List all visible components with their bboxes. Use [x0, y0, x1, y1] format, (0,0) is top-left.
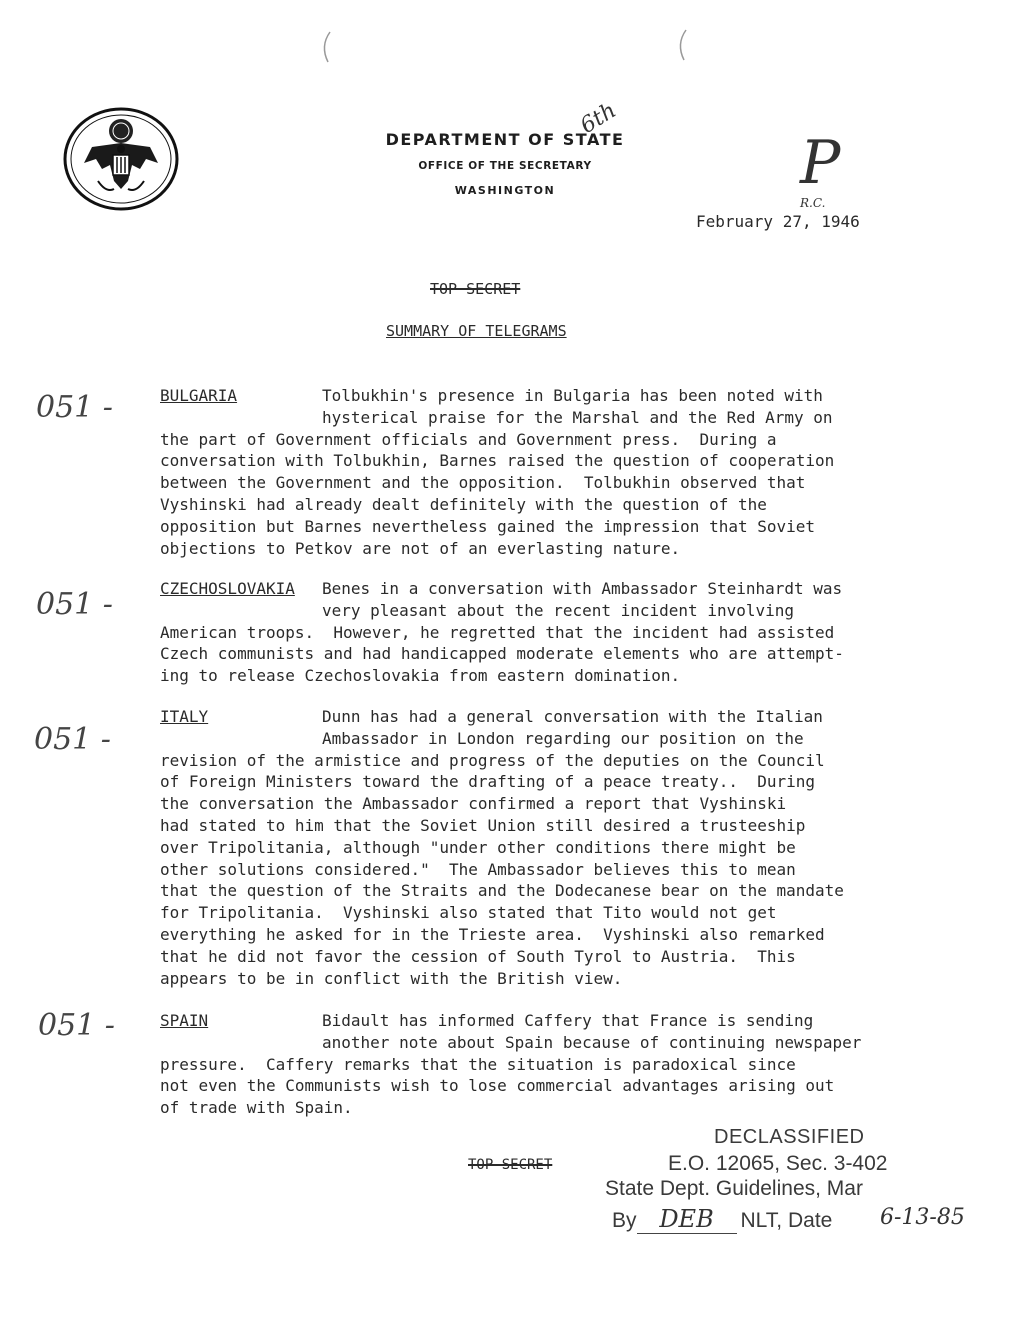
by-label: By: [612, 1209, 637, 1232]
city-subtitle: WASHINGTON: [454, 184, 556, 197]
section-line: other solutions considered." The Ambassador believes this to mean: [160, 859, 796, 879]
declassified-guidelines: State Dept. Guidelines, Mar: [605, 1177, 863, 1200]
margin-note: 051 -: [34, 722, 111, 757]
section-line: of trade with Spain.: [160, 1098, 353, 1118]
section-line: conversation with Tolbukhin, Barnes raised the question of cooperation: [160, 451, 835, 471]
section-line: Dunn has had a general conversation with the Italian: [322, 707, 823, 726]
section-line: Vyshinski had already dealt definitely with the question of the: [160, 494, 767, 514]
footer-classification-marking: TOP SECRET: [468, 1157, 553, 1173]
section-line: of Foreign Ministers toward the drafting of a peace treaty.. During: [160, 772, 816, 792]
scan-mark-left: [318, 30, 334, 64]
nlt-label: NLT, Date: [740, 1209, 833, 1232]
section-italy: [160, 706, 920, 989]
section-line: that he did not favor the cession of South Tyrol to Austria. This: [160, 946, 796, 966]
handwritten-rc-mark: R.C.: [800, 196, 826, 210]
section-line: Czech communists and had handicapped moderate elements who are attempt-: [160, 644, 844, 664]
section-line: for Tripolitania. Vyshinski also stated that Tito would not get: [160, 903, 777, 923]
document-title: SUMMARY OF TELEGRAMS: [386, 322, 567, 340]
margin-note: 051 -: [36, 587, 113, 622]
declassified-by-row: [612, 1205, 832, 1234]
declassified-heading: DECLASSIFIED: [714, 1126, 865, 1148]
office-subtitle: OFFICE OF THE SECRETARY: [418, 160, 592, 172]
declassified-authority: E.O. 12065, Sec. 3-402: [668, 1152, 888, 1175]
department-title: DEPARTMENT OF STATE: [385, 130, 625, 149]
section-heading: ITALY: [160, 707, 209, 726]
section-line: between the Government and the opposition. Tolbukhin observed that: [160, 473, 806, 493]
section-line: very pleasant about the recent incident involving: [322, 600, 795, 620]
section-line: had stated to him that the Soviet Union still desired a trusteeship: [160, 815, 806, 835]
section-line: Bidault has informed Caffery that France is sending: [322, 1011, 814, 1030]
section-line: revision of the armistice and progress of the deputies on the Council: [160, 750, 825, 770]
margin-note: 051 -: [36, 390, 113, 425]
section-czechoslovakia: [160, 578, 920, 687]
section-line: Ambassador in London regarding our position on the: [322, 728, 804, 748]
section-line: the conversation the Ambassador confirmed a report that Vyshinski: [160, 794, 787, 814]
section-line: not even the Communists wish to lose commercial advantages arising out: [160, 1076, 835, 1096]
section-line: pressure. Caffery remarks that the situation is paradoxical since: [160, 1054, 796, 1074]
section-line: everything he asked for in the Trieste area. Vyshinski also remarked: [160, 924, 825, 944]
section-heading: BULGARIA: [160, 386, 238, 405]
section-line: the part of Government officials and Government press. During a: [160, 429, 777, 449]
section-line: appears to be in conflict with the British view.: [160, 968, 623, 988]
section-bulgaria: [160, 385, 920, 559]
handwritten-top-mark: P: [800, 128, 841, 198]
section-line: objections to Petkov are not of an everlasting nature.: [160, 538, 681, 558]
section-line: over Tripolitania, although "under other conditions there might be: [160, 837, 796, 857]
declassified-date: 6-13-85: [880, 1205, 965, 1230]
section-line: Benes in a conversation with Ambassador Steinhardt was: [322, 579, 843, 598]
section-line: Tolbukhin's presence in Bulgaria has been noted with: [322, 386, 823, 405]
by-initials: DEB: [637, 1205, 737, 1234]
section-line: opposition but Barnes nevertheless gained the impression that Soviet: [160, 516, 816, 536]
great-seal-icon: [62, 107, 180, 212]
section-spain: [160, 1010, 920, 1119]
section-line: another note about Spain because of continuing newspaper: [322, 1032, 862, 1052]
margin-note: 051 -: [38, 1008, 115, 1043]
section-heading: CZECHOSLOVAKIA: [160, 579, 295, 598]
document-date: February 27, 1946: [696, 212, 860, 231]
section-heading: SPAIN: [160, 1011, 209, 1030]
scan-mark-right: [674, 28, 690, 62]
section-line: ing to release Czechoslovakia from eastern domination.: [160, 666, 681, 686]
handwritten-header-mark: 6th: [576, 98, 621, 139]
classification-marking: TOP SECRET: [430, 280, 521, 298]
section-line: that the question of the Straits and the Dodecanese bear on the mandate: [160, 881, 844, 901]
section-line: hysterical praise for the Marshal and the Red Army on: [322, 407, 833, 427]
section-line: American troops. However, he regretted that the incident had assisted: [160, 622, 835, 642]
